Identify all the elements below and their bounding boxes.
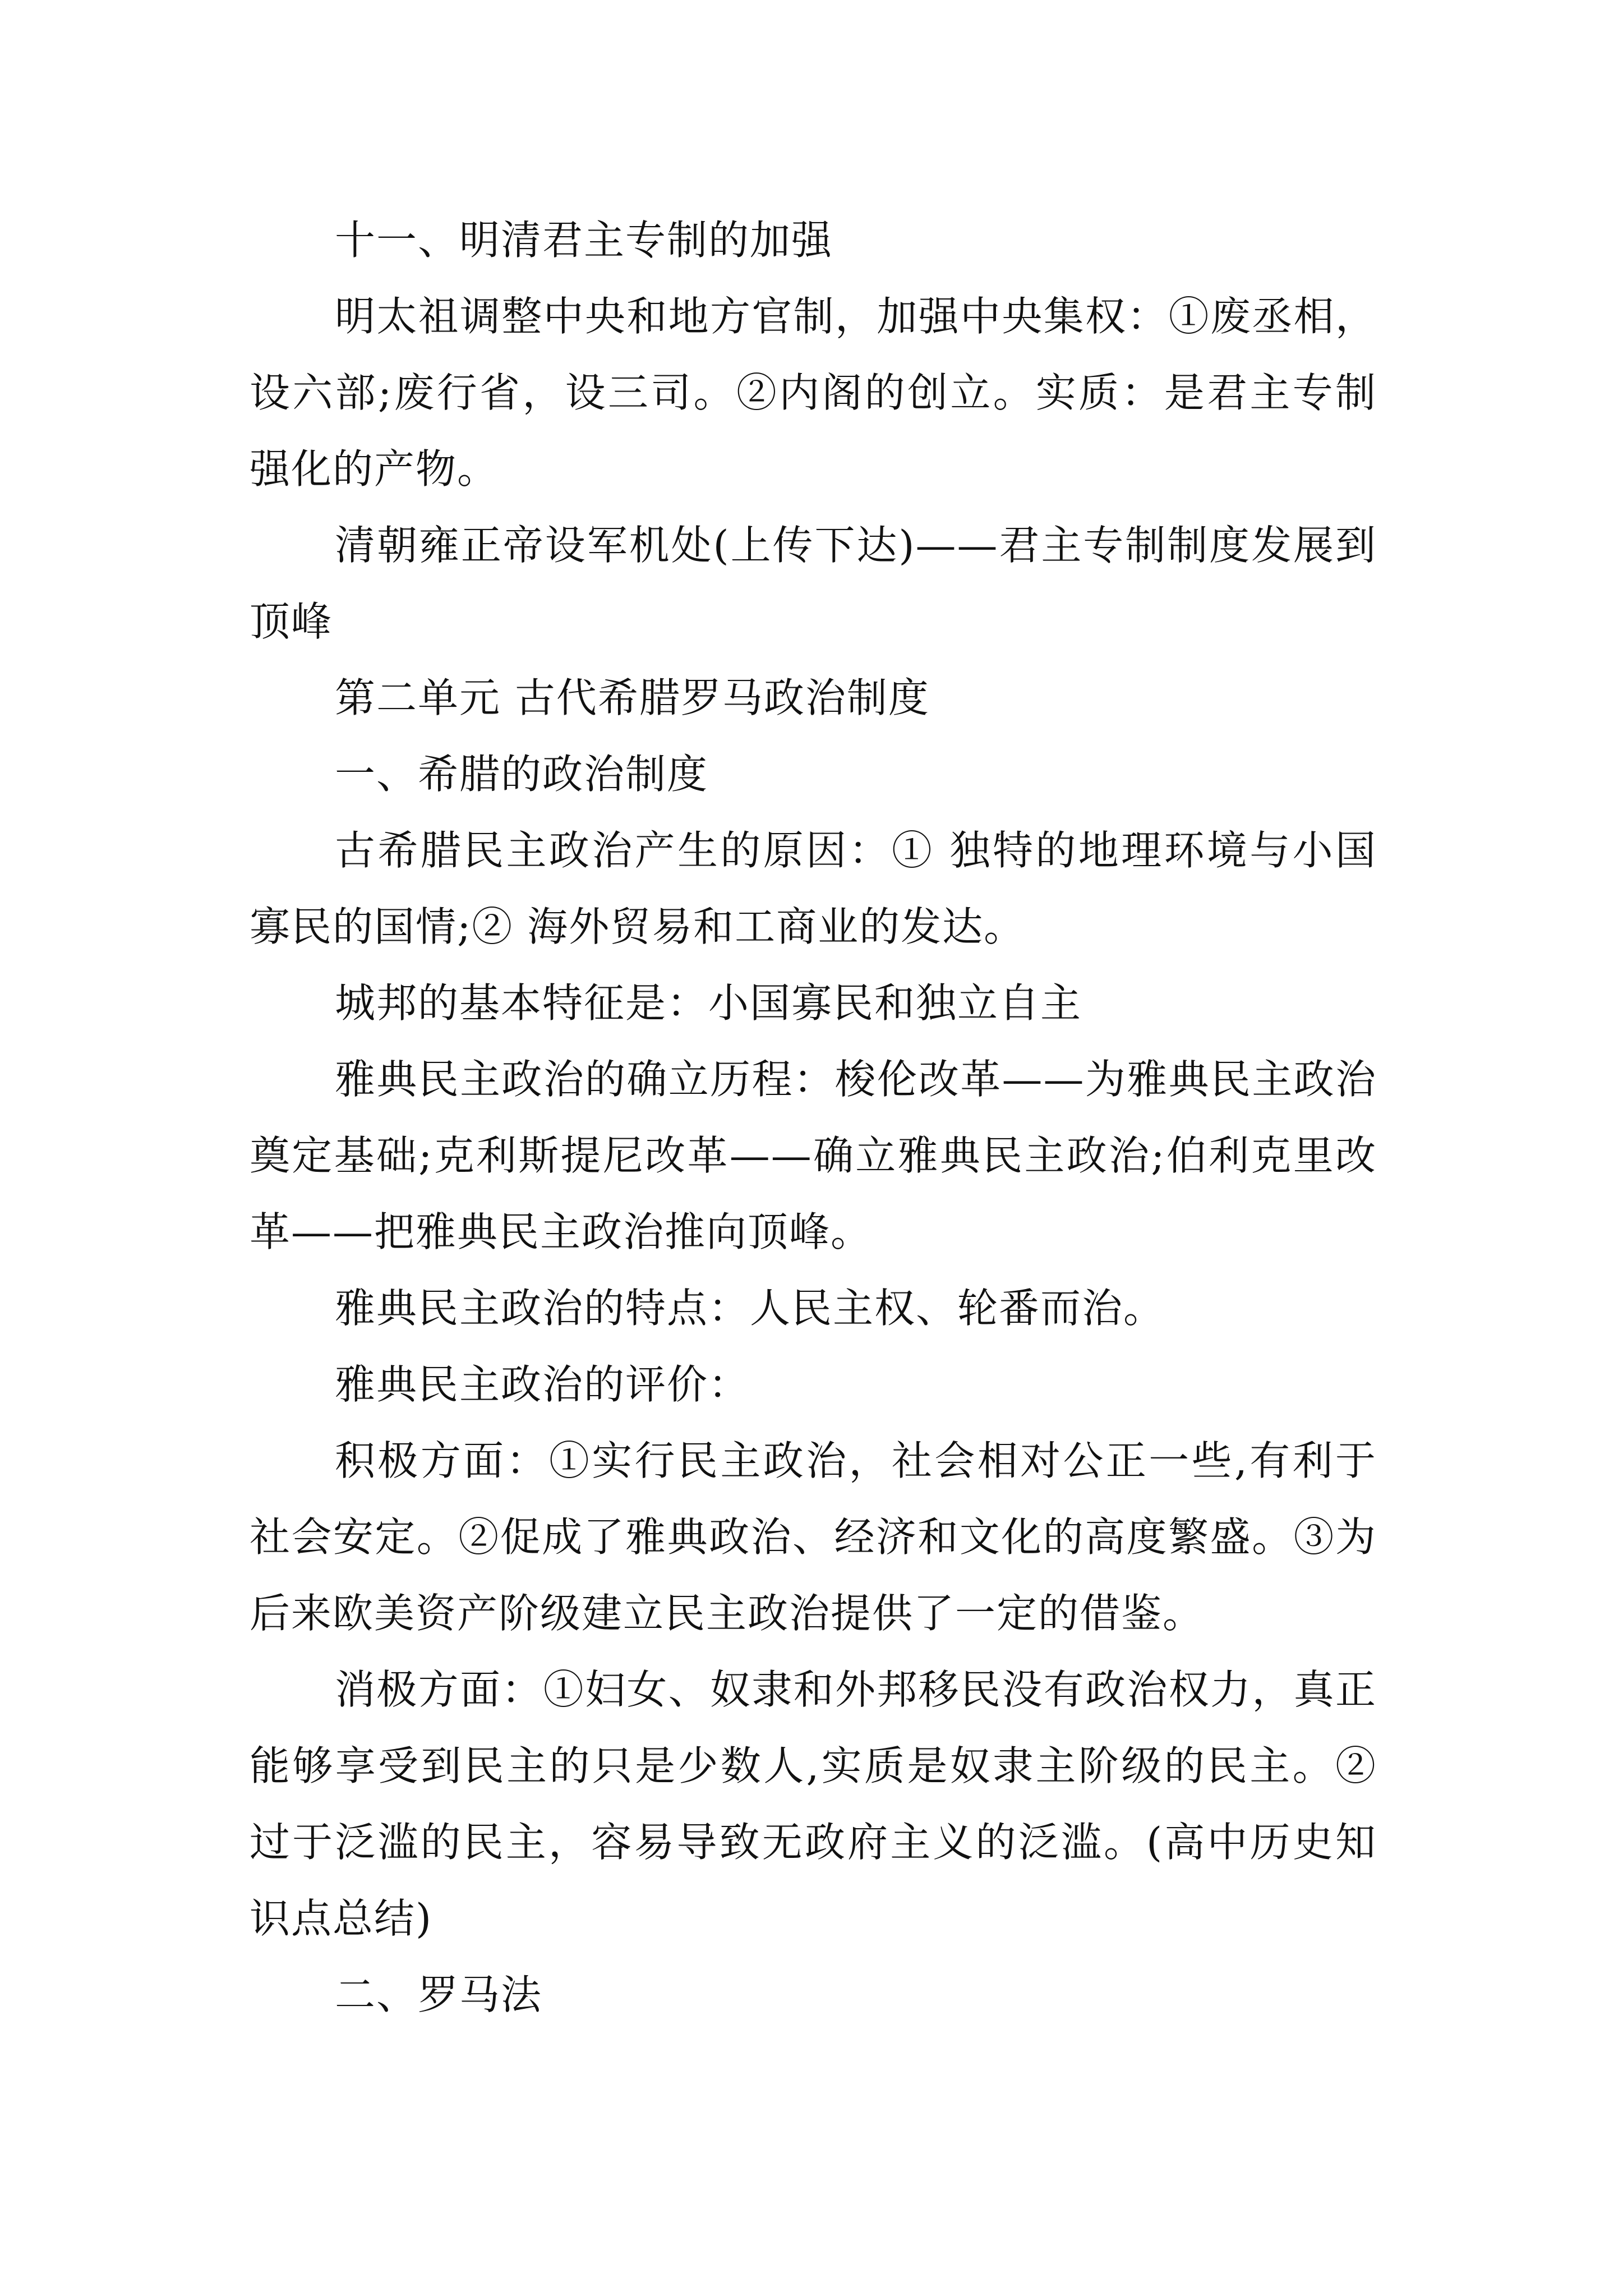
paragraph-ming-taizu-reforms: 明太祖调整中央和地方官制，加强中央集权：①废丞相，设六部;废行省，设三司。②内阁的创立。实质：是君主专制强化的产物。 [250, 293, 1377, 493]
paragraph-athens-features: 雅典民主政治的特点：人民主权、轮番而治。 [335, 1285, 1165, 1332]
document-body [250, 202, 1377, 2033]
paragraph-democracy-causes: 古希腊民主政治产生的原因：① 独特的地理环境与小国寡民的国情;② 海外贸易和工商业的发达。 [250, 827, 1377, 950]
paragraph-athens-history: 雅典民主政治的确立历程：梭伦改革——为雅典民主政治奠定基础;克利斯提尼改革——确立雅典民主政治;伯利克里改革——把雅典民主政治推向顶峰。 [250, 1056, 1377, 1255]
paragraph-positive-aspects: 积极方面：①实行民主政治，社会相对公正一些,有利于社会安定。②促成了雅典政治、经济和文化的高度繁盛。③为后来欧美资产阶级建立民主政治提供了一定的借鉴。 [250, 1437, 1377, 1637]
paragraph-junjichu: 清朝雍正帝设军机处(上传下达)——君主专制制度发展到顶峰 [250, 522, 1377, 645]
paragraph-negative-aspects: 消极方面：①妇女、奴隶和外邦移民没有政治权力，真正能够享受到民主的只是少数人,实质是奴隶主阶级的民主。②过于泛滥的民主，容易导致无政府主义的泛滥。(高中历史知识点总结) [250, 1666, 1377, 1942]
section-heading-ming-qing: 十一、明清君主专制的加强 [335, 217, 833, 264]
section-heading-greece: 一、希腊的政治制度 [335, 751, 709, 798]
paragraph-evaluation-heading: 雅典民主政治的评价： [335, 1361, 750, 1408]
unit-heading-greece-rome: 第二单元 古代希腊罗马政治制度 [335, 674, 930, 721]
paragraph-city-state-features: 城邦的基本特征是：小国寡民和独立自主 [335, 979, 1082, 1027]
section-heading-roman-law: 二、罗马法 [335, 1971, 543, 2018]
